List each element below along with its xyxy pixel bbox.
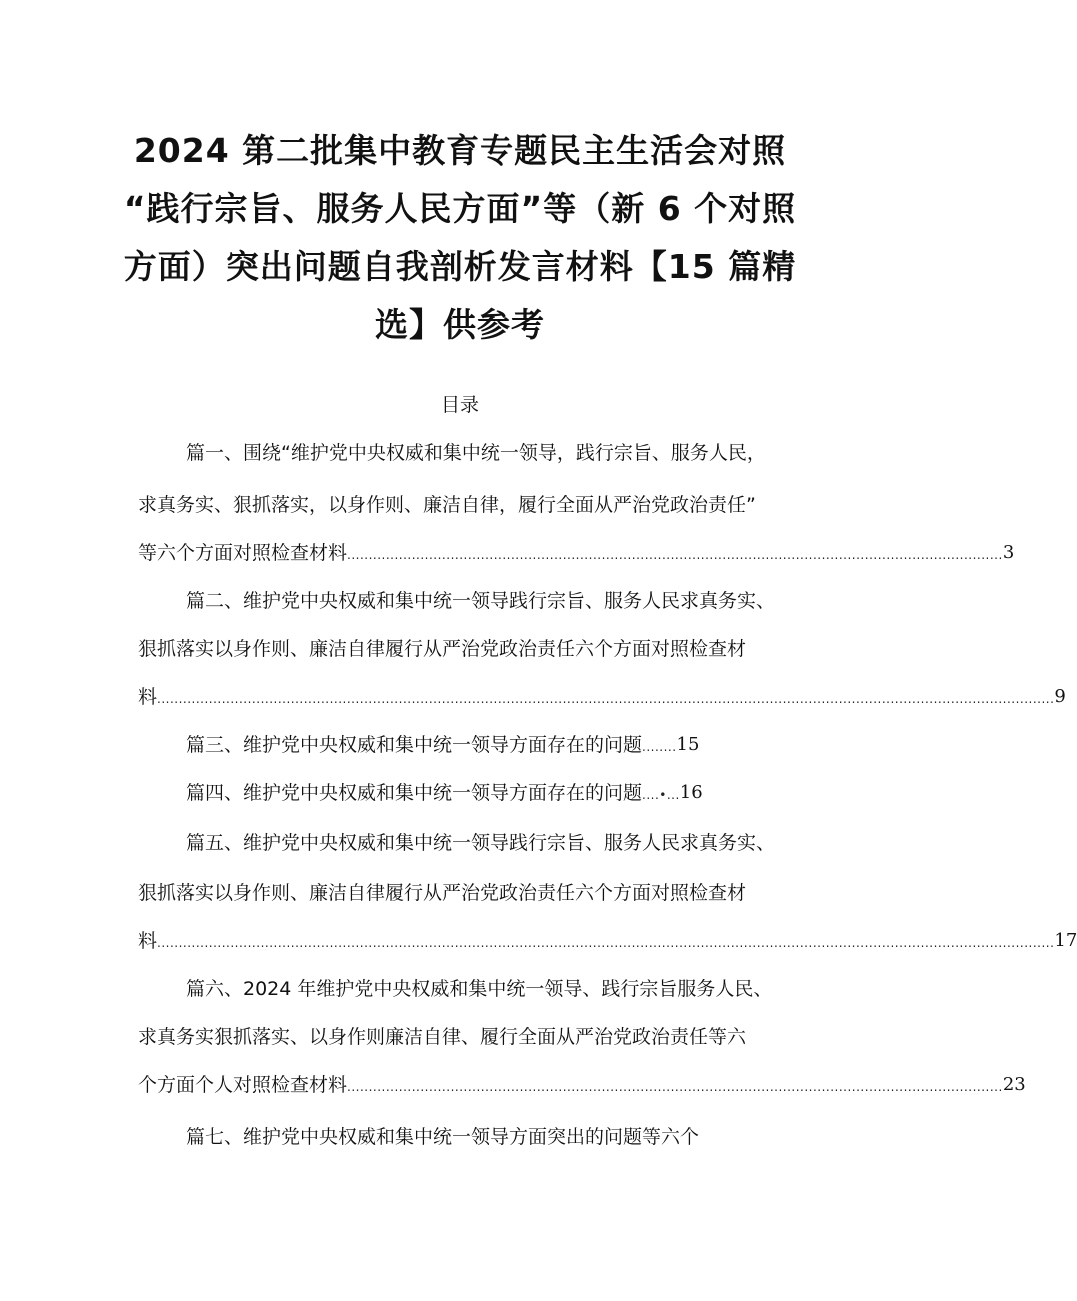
toc-entry-5-line-1: 篇五、维护党中央权威和集中统一领导践行宗旨、服务人民求真务实、 [186, 832, 776, 854]
title-line-2: “践行宗旨、服务人民方面”等（新 6 个对照 [123, 189, 797, 228]
toc-heading: 目录 [440, 394, 479, 416]
toc-entry-5-line-3: 料 [138, 930, 158, 952]
toc-entry-4-line-1: 篇四、维护党中央权威和集中统一领导方面存在的问题 [186, 782, 643, 804]
toc-entry-3-leader: ........ [642, 740, 677, 754]
toc-entry-6-leader: ........................................................................................................................................................ [347, 1080, 1003, 1094]
toc-entry-2-end[interactable] [138, 684, 1066, 710]
toc-entry-5-leader: ................................................................................................................................................................................................................ [157, 936, 1055, 950]
toc-entry-6-page: 23 [1002, 1074, 1026, 1095]
toc-entry-1-line-2: 求真务实、狠抓落实，以身作则、廉洁自律，履行全面从严治党政治责任” [138, 494, 756, 516]
toc-entry-4-page: 16 [679, 782, 703, 803]
toc-entry-6-line-1: 篇六、2024 年维护党中央权威和集中统一领导、践行宗旨服务人民、 [186, 978, 773, 1000]
toc-entry-1-line-3: 等六个方面对照检查材料 [138, 542, 348, 564]
toc-entry-1-page: 3 [1002, 542, 1015, 563]
toc-entry-5-page: 17 [1054, 930, 1077, 951]
toc-entry-4-leader: ....•... [642, 788, 680, 802]
document-title [120, 122, 800, 354]
toc-entry-2-line-1: 篇二、维护党中央权威和集中统一领导践行宗旨、服务人民求真务实、 [186, 590, 776, 612]
toc-entry-6-end[interactable] [138, 1072, 1026, 1098]
toc-entry-3[interactable] [186, 732, 699, 758]
toc-entry-2-line-2: 狠抓落实以身作则、廉洁自律履行从严治党政治责任六个方面对照检查材 [138, 638, 747, 660]
toc-entry-7-line-1[interactable]: 篇七、维护党中央权威和集中统一领导方面突出的问题等六个 [186, 1126, 700, 1148]
toc-entry-5-end[interactable] [138, 928, 1077, 954]
toc-entry-2-leader: ................................................................................................................................................................................................................ [157, 692, 1055, 706]
title-line-3: 方面）突出问题自我剖析发言材料【15 篇精 [123, 247, 797, 286]
title-line-1: 2024 第二批集中教育专题民主生活会对照 [133, 131, 787, 170]
toc-entry-1-line-1: 篇一、围绕“维护党中央权威和集中统一领导，践行宗旨、服务人民， [186, 442, 766, 464]
toc-entry-3-page: 15 [676, 734, 700, 755]
toc-entry-6-line-2: 求真务实狠抓落实、以身作则廉洁自律、履行全面从严治党政治责任等六 [138, 1026, 747, 1048]
toc-entry-6-line-3: 个方面个人对照检查材料 [138, 1074, 348, 1096]
title-line-4: 选】供参考 [375, 305, 545, 344]
toc-entry-1-leader: ........................................................................................................................................................ [347, 548, 1003, 562]
toc-entry-2-line-3: 料 [138, 686, 158, 708]
toc-entry-3-line-1: 篇三、维护党中央权威和集中统一领导方面存在的问题 [186, 734, 643, 756]
toc-entry-4[interactable] [186, 780, 703, 806]
toc-entry-2-page: 9 [1054, 686, 1066, 707]
toc-entry-1-end[interactable] [138, 540, 1015, 566]
toc-entry-5-line-2: 狠抓落实以身作则、廉洁自律履行从严治党政治责任六个方面对照检查材 [138, 882, 747, 904]
